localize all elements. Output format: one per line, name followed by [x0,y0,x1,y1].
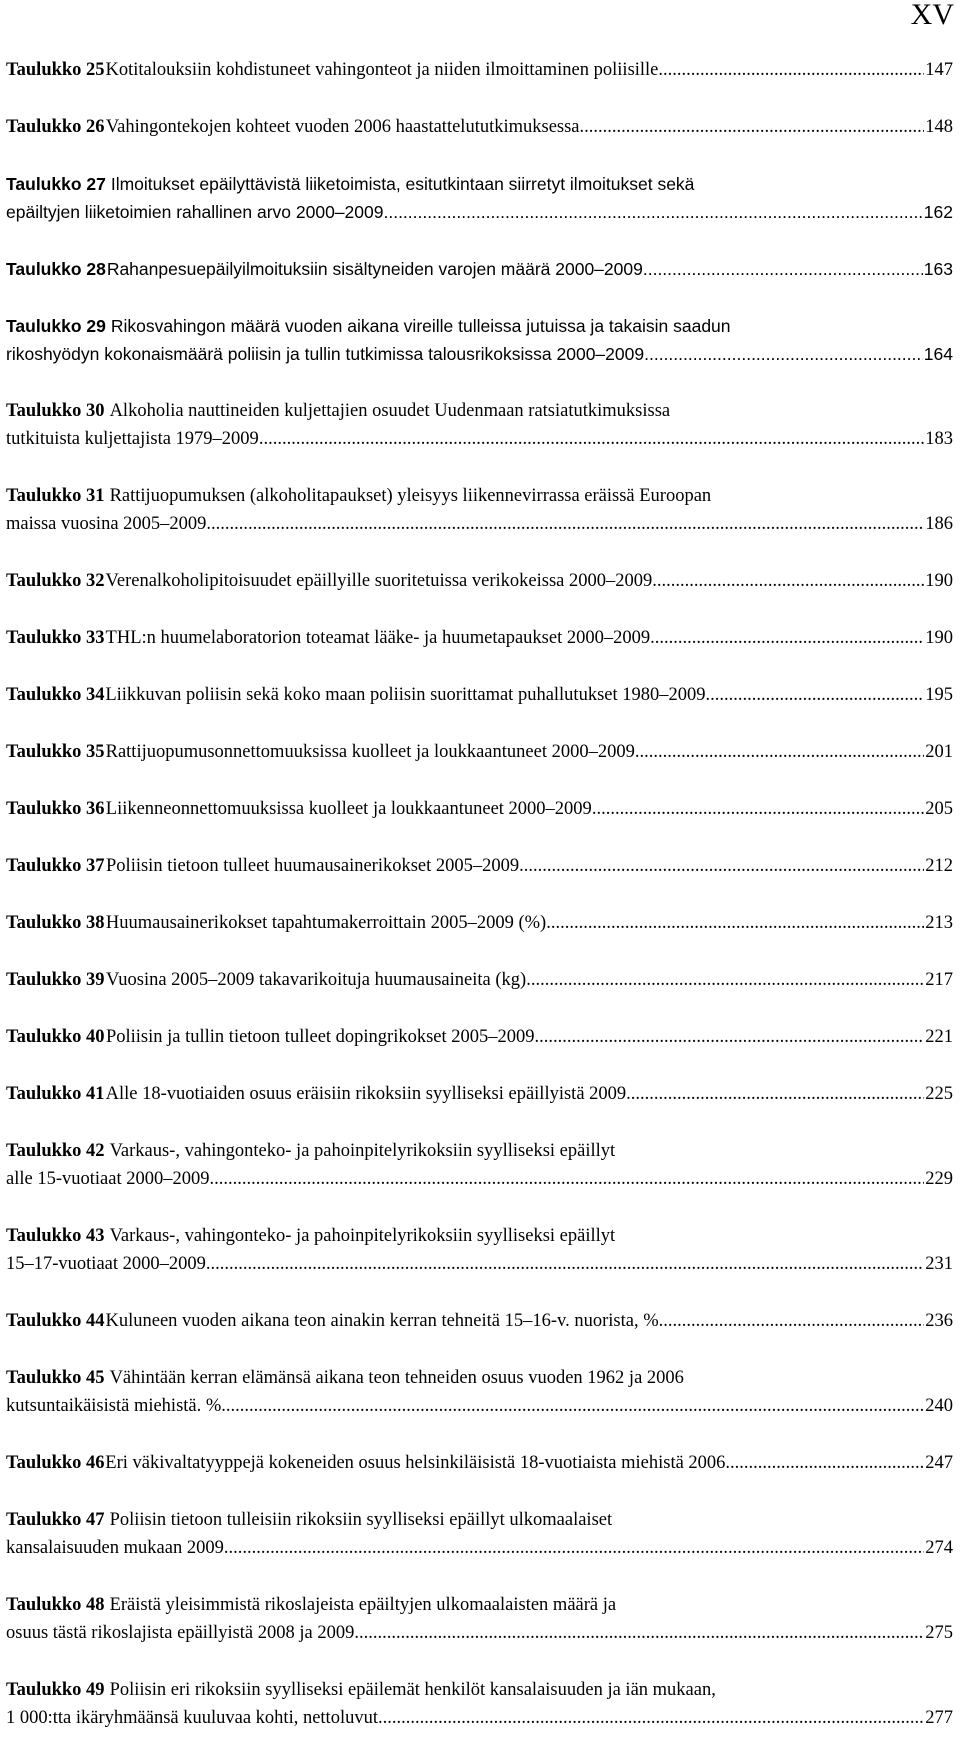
toc-entry-title: Rikosvahingon määrä vuoden aikana vireille tulleissa jutuissa ja takaisin saadun [110,316,731,336]
toc-entry[interactable] [6,624,953,652]
toc-entry[interactable] [6,681,953,709]
toc-entry-page: 217 [925,970,953,990]
toc-entry[interactable] [6,397,953,453]
toc-entry-page: 212 [925,856,953,876]
dot-leader [526,966,924,994]
toc-entry-title: Rattijuopumusonnettomuuksissa kuolleet ja loukkaantuneet 2000–2009 [105,742,635,762]
toc-entry-page: 190 [925,571,953,591]
toc-entry-line [6,255,953,283]
toc-entry-title: kansalaisuuden mukaan 2009 [6,1538,224,1558]
toc-entry-title: 1 000:tta ikäryhmäänsä kuuluvaa kohti, nettoluvut [6,1708,378,1728]
dot-leader [354,1619,924,1647]
toc-entry-title: THL:n huumelaboratorion toteamat lääke- ja huumetapaukset 2000–2009 [105,628,651,648]
toc-entry-line [6,1023,953,1051]
toc-entry-title: kutsuntaikäisistä miehistä. % [6,1396,222,1416]
toc-entry-title: 15–17-vuotiaat 2000–2009 [6,1254,206,1274]
toc-entry[interactable] [6,1137,953,1193]
toc-entry-line [6,1534,953,1562]
toc-entry-title: Liikenneonnettomuuksissa kuolleet ja loukkaantuneet 2000–2009 [105,799,592,819]
toc-entry[interactable] [6,966,953,994]
toc-entry[interactable] [6,482,953,538]
toc-entry-line [6,1364,953,1392]
toc-entry-page: 164 [923,344,953,364]
dot-leader [652,567,924,595]
toc-entry-line [6,113,953,141]
toc-entry-page: 247 [925,1453,953,1473]
toc-entry[interactable] [6,56,953,84]
dot-leader [519,852,924,880]
dot-leader [259,425,924,453]
toc-entry-label: Taulukko 31 [6,486,105,506]
toc-entry-page: 236 [925,1311,953,1331]
toc-entry-page: 205 [925,799,953,819]
toc-entry[interactable] [6,738,953,766]
dot-leader [383,198,922,226]
page-number: XV [910,0,954,31]
toc-entry-title: rikoshyödyn kokonaismäärä poliisin ja tullin tutkimissa talousrikoksissa 2000–2009 [6,344,645,364]
toc-entry-line [6,909,953,937]
dot-leader [209,1165,924,1193]
toc-entry-page: 186 [925,514,953,534]
toc-entry[interactable] [6,567,953,595]
table-of-contents [6,56,953,1761]
toc-entry-title: maissa vuosina 2005–2009 [6,514,207,534]
dot-leader [546,909,924,937]
toc-entry[interactable] [6,1591,953,1647]
toc-entry-line [6,340,953,368]
toc-entry-label: Taulukko 25 [6,60,105,80]
toc-entry-title: Vuosina 2005–2009 takavarikoituja huumausaineita (kg) [106,970,527,990]
dot-leader [635,738,924,766]
toc-entry-line [6,1506,953,1534]
toc-entry-line [6,1307,953,1335]
dot-leader [206,510,924,538]
toc-entry-page: 231 [925,1254,953,1274]
toc-entry-title: Eräistä yleisimmistä rikoslajeista epäiltyjen ulkomaalaisten määrä ja [109,1595,617,1615]
toc-entry-label: Taulukko 37 [6,856,105,876]
toc-entry-page: 275 [925,1623,953,1643]
toc-entry-label: Taulukko 38 [6,913,105,933]
dot-leader [644,340,923,368]
toc-entry-label: Taulukko 39 [6,970,105,990]
toc-entry-line [6,312,953,340]
toc-entry-title: Vahingontekojen kohteet vuoden 2006 haastattelututkimuksessa [105,117,580,137]
toc-entry-title: Rahanpesuepäilyilmoituksiin sisältyneiden varojen määrä 2000–2009 [106,259,643,279]
toc-entry-line [6,56,953,84]
toc-entry[interactable] [6,1676,953,1732]
toc-entry-page: 240 [925,1396,953,1416]
toc-entry-title: Ilmoitukset epäilyttävistä liiketoimista, esitutkintaan siirretyt ilmoitukset sekä [110,174,695,194]
toc-entry-line [6,1704,953,1732]
toc-entry-label: Taulukko 36 [6,799,105,819]
toc-entry[interactable] [6,1449,953,1477]
toc-entry-page: 148 [925,117,953,137]
toc-entry-page: 274 [925,1538,953,1558]
toc-entry-page: 277 [925,1708,953,1728]
toc-entry-page: 190 [925,628,953,648]
toc-entry-label: Taulukko 47 [6,1510,105,1530]
toc-entry-page: 183 [925,429,953,449]
toc-entry-title: Liikkuvan poliisin sekä koko maan poliisin suorittamat puhallutukset 1980–2009 [105,685,706,705]
toc-entry-line [6,852,953,880]
toc-entry-title: osuus tästä rikoslajista epäillyistä 2008 ja 2009 [6,1623,355,1643]
toc-entry-title: Alle 18-vuotiaiden osuus eräisiin rikoksiin syylliseksi epäillyistä 2009 [105,1084,627,1104]
toc-entry-title: Varkaus-, vahingonteko- ja pahoinpitelyrikoksiin syylliseksi epäillyt [109,1226,616,1246]
toc-entry[interactable] [6,795,953,823]
toc-entry-line [6,738,953,766]
toc-entry-label: Taulukko 34 [6,685,105,705]
toc-entry-label: Taulukko 26 [6,117,105,137]
toc-entry-line [6,425,953,453]
toc-entry-line [6,681,953,709]
toc-entry-line [6,1619,953,1647]
dot-leader [592,795,924,823]
dot-leader [535,1023,925,1051]
toc-entry[interactable] [6,312,953,368]
toc-entry-title: Varkaus-, vahingonteko- ja pahoinpitelyrikoksiin syylliseksi epäillyt [109,1141,616,1161]
toc-entry[interactable] [6,852,953,880]
toc-entry-title: Poliisin ja tullin tietoon tulleet dopingrikokset 2005–2009 [105,1027,535,1047]
dot-leader [725,1449,924,1477]
toc-entry-label: Taulukko 33 [6,628,105,648]
toc-entry[interactable] [6,170,953,226]
toc-entry-line [6,1392,953,1420]
toc-entry-title: Rattijuopumuksen (alkoholitapaukset) yleisyys liikennevirrassa eräissä Euroopan [109,486,712,506]
toc-entry-title: Kotitalouksiin kohdistuneet vahingonteot ja niiden ilmoittaminen poliisille [105,60,659,80]
toc-entry-line [6,567,953,595]
toc-entry-title: Poliisin tietoon tulleet huumausainerikokset 2005–2009 [106,856,520,876]
toc-entry-title: Vähintään kerran elämänsä aikana teon tehneiden osuus vuoden 1962 ja 2006 [109,1368,684,1388]
dot-leader [706,681,925,709]
toc-entry-page: 213 [925,913,953,933]
toc-entry-label: Taulukko 48 [6,1595,105,1615]
toc-entry-label: Taulukko 45 [6,1368,105,1388]
toc-entry[interactable] [6,1080,953,1108]
toc-entry-line [6,510,953,538]
toc-entry-label: Taulukko 35 [6,742,105,762]
dot-leader [658,56,924,84]
toc-entry[interactable] [6,1364,953,1420]
dot-leader [663,1307,924,1335]
toc-entry-title: Kuluneen vuoden aikana teon ainakin kerran tehneitä 15–16-v. nuorista, %. [105,1311,664,1331]
dot-leader [650,624,924,652]
toc-entry-line [6,482,953,510]
toc-entry-label: Taulukko 42 [6,1141,105,1161]
dot-leader [206,1250,924,1278]
toc-entry-line [6,1165,953,1193]
toc-entry-label: Taulukko 29 [6,316,106,336]
toc-entry-title: Verenalkoholipitoisuudet epäillyille suoritetuissa verikokeissa 2000–2009 [105,571,653,591]
toc-entry[interactable] [6,1222,953,1278]
toc-entry[interactable] [6,255,953,283]
toc-entry-line [6,1676,953,1704]
toc-entry-label: Taulukko 44 [6,1311,105,1331]
toc-entry-line [6,966,953,994]
dot-leader [224,1534,924,1562]
toc-entry-title: Poliisin eri rikoksiin syylliseksi epäilemät henkilöt kansalaisuuden ja iän mukaan, [109,1680,716,1700]
toc-entry-line [6,170,953,198]
toc-entry-line [6,198,953,226]
toc-entry[interactable] [6,113,953,141]
toc-entry-title: Huumausainerikokset tapahtumakerroittain 2005–2009 (%) [105,913,547,933]
toc-entry-page: 147 [925,60,953,80]
toc-entry-line [6,1137,953,1165]
toc-entry-label: Taulukko 30 [6,401,105,421]
toc-entry-line [6,1591,953,1619]
toc-entry-page: 162 [923,202,953,222]
toc-entry-label: Taulukko 40 [6,1027,105,1047]
toc-entry-page: 229 [925,1169,953,1189]
dot-leader [626,1080,924,1108]
toc-entry[interactable] [6,909,953,937]
toc-entry-title: tutkituista kuljettajista 1979–2009 [6,429,259,449]
dot-leader [378,1704,924,1732]
toc-entry-page: 221 [925,1027,953,1047]
toc-entry-line [6,1080,953,1108]
toc-entry-line [6,795,953,823]
toc-entry-label: Taulukko 46 [6,1453,105,1473]
toc-entry-label: Taulukko 32 [6,571,105,591]
toc-entry-title: epäiltyjen liiketoimien rahallinen arvo 2000–2009 [6,202,384,222]
toc-entry-title: Poliisin tietoon tulleisiin rikoksiin syylliseksi epäillyt ulkomaalaiset [109,1510,613,1530]
toc-entry-line [6,624,953,652]
toc-entry-label: Taulukko 43 [6,1226,105,1246]
dot-leader [643,255,923,283]
toc-entry-page: 201 [925,742,953,762]
toc-entry-label: Taulukko 27 [6,174,106,194]
toc-entry-page: 225 [925,1084,953,1104]
dot-leader [221,1392,924,1420]
toc-entry-line [6,397,953,425]
toc-entry[interactable] [6,1307,953,1335]
toc-entry-title: Alkoholia nauttineiden kuljettajien osuudet Uudenmaan ratsiatutkimuksissa [109,401,671,421]
toc-entry-line [6,1222,953,1250]
toc-entry-line [6,1449,953,1477]
toc-entry[interactable] [6,1506,953,1562]
toc-entry-label: Taulukko 41 [6,1084,105,1104]
dot-leader [580,113,925,141]
toc-entry[interactable] [6,1023,953,1051]
toc-entry-page: 195 [925,685,953,705]
toc-entry-label: Taulukko 49 [6,1680,105,1700]
toc-entry-title: alle 15-vuotiaat 2000–2009 [6,1169,210,1189]
toc-entry-label: Taulukko 28 [6,259,106,279]
toc-entry-title: Eri väkivaltatyyppejä kokeneiden osuus helsinkiläisistä 18-vuotiaista miehistä 2006 [105,1453,726,1473]
toc-entry-page: 163 [923,259,953,279]
toc-entry-line [6,1250,953,1278]
